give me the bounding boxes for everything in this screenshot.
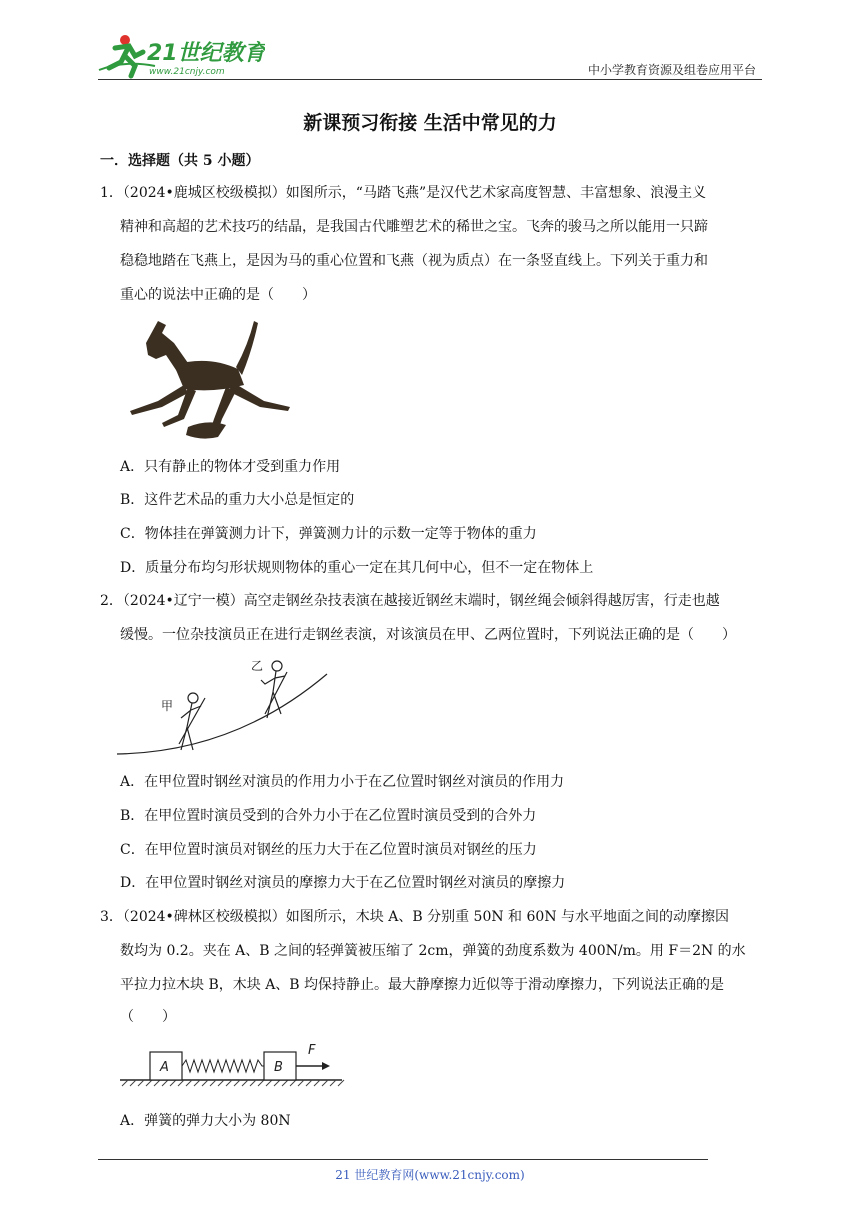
- q1-line-3: 稳稳地踏在飞燕上，是因为马的重心位置和飞燕（视为质点）在一条竖直线上。下列关于重力和: [120, 253, 708, 269]
- q2-option-d: D．在甲位置时钢丝对演员的摩擦力大于在乙位置时钢丝对演员的摩擦力: [120, 875, 566, 891]
- bronze-horse-illustration: [118, 315, 298, 445]
- q2-option-a: A．在甲位置时钢丝对演员的作用力小于在乙位置时钢丝对演员的作用力: [120, 774, 565, 790]
- logo-graphic: [95, 30, 265, 80]
- blocks-spring-diagram: [118, 1040, 348, 1090]
- header-divider: [98, 79, 762, 80]
- q3-line-4: （ ）: [120, 1009, 176, 1025]
- force-label: F: [308, 1043, 316, 1058]
- block-b-label: B: [274, 1060, 283, 1075]
- q1-horse-figure: [118, 315, 298, 449]
- footer-text[interactable]: 21 世纪教育网(www.21cnjy.com): [335, 1168, 525, 1182]
- q3-spring-figure: [118, 1040, 348, 1094]
- page-title: 新课预习衔接 生活中常见的力: [303, 112, 557, 134]
- q2-line-1: 2．（2024•辽宁一模）高空走钢丝杂技表演在越接近钢丝末端时，钢丝绳会倾斜得越厉害，行走也越: [100, 593, 720, 609]
- label-jia: 甲: [161, 699, 174, 713]
- q2-option-b: B．在甲位置时演员受到的合外力小于在乙位置时演员受到的合外力: [120, 808, 537, 824]
- wire-curve: [117, 674, 327, 754]
- q3-line-3: 平拉力拉木块 B，木块 A、B 均保持静止。最大静摩擦力近似等于滑动摩擦力，下列说法正确的是: [120, 977, 725, 993]
- q3-option-a: A．弹簧的弹力大小为 80N: [120, 1113, 291, 1129]
- q1-option-d: D．质量分布均匀形状规则物体的重心一定在其几何中心，但不一定在物体上: [120, 560, 594, 576]
- q1-line-4: 重心的说法中正确的是（ ）: [120, 287, 316, 303]
- q1-option-b: B．这件艺术品的重力大小总是恒定的: [120, 492, 355, 508]
- label-yi: 乙: [251, 659, 264, 673]
- ground-hatching: [122, 1080, 344, 1086]
- spring: [182, 1060, 264, 1072]
- walker-yi: [261, 661, 287, 718]
- tightrope-diagram: [115, 652, 335, 762]
- q1-line-1: 1．（2024•鹿城区校级模拟）如图所示，“马踏飞燕”是汉代艺术家高度智慧、丰富想象、浪漫主义: [100, 185, 707, 201]
- logo-text: 21世纪教育: [147, 41, 265, 66]
- site-logo: [95, 30, 265, 80]
- q3-line-1: 3．（2024•碑林区校级模拟）如图所示，木块 A、B 分别重 50N 和 60N 与水平地面之间的动摩擦因: [100, 909, 730, 925]
- force-arrow-head: [322, 1062, 330, 1070]
- q2-tightrope-figure: [115, 652, 335, 766]
- q1-option-a: A．只有静止的物体才受到重力作用: [120, 459, 341, 475]
- header-platform-text: 中小学教育资源及组卷应用平台: [587, 63, 756, 77]
- block-a-label: A: [160, 1060, 169, 1075]
- q1-option-c: C．物体挂在弹簧测力计下，弹簧测力计的示数一定等于物体的重力: [120, 526, 537, 542]
- logo-url: www.21cnjy.com: [149, 67, 225, 77]
- q1-line-2: 精神和高超的艺术技巧的结晶，是我国古代雕塑艺术的稀世之宝。飞奔的骏马之所以能用一只蹄: [120, 219, 708, 235]
- q2-option-c: C．在甲位置时演员对钢丝的压力大于在乙位置时演员对钢丝的压力: [120, 842, 537, 858]
- q3-line-2: 数均为 0.2。夹在 A、B 之间的轻弹簧被压缩了 2cm，弹簧的劲度系数为 400N/m。用 F＝2N 的水: [120, 943, 746, 959]
- section-heading: 一．选择题（共 5 小题）: [100, 153, 260, 169]
- footer-divider: [98, 1159, 708, 1160]
- q2-line-2: 缓慢。一位杂技演员正在进行走钢丝表演，对该演员在甲、乙两位置时，下列说法正确的是（ ）: [120, 627, 736, 643]
